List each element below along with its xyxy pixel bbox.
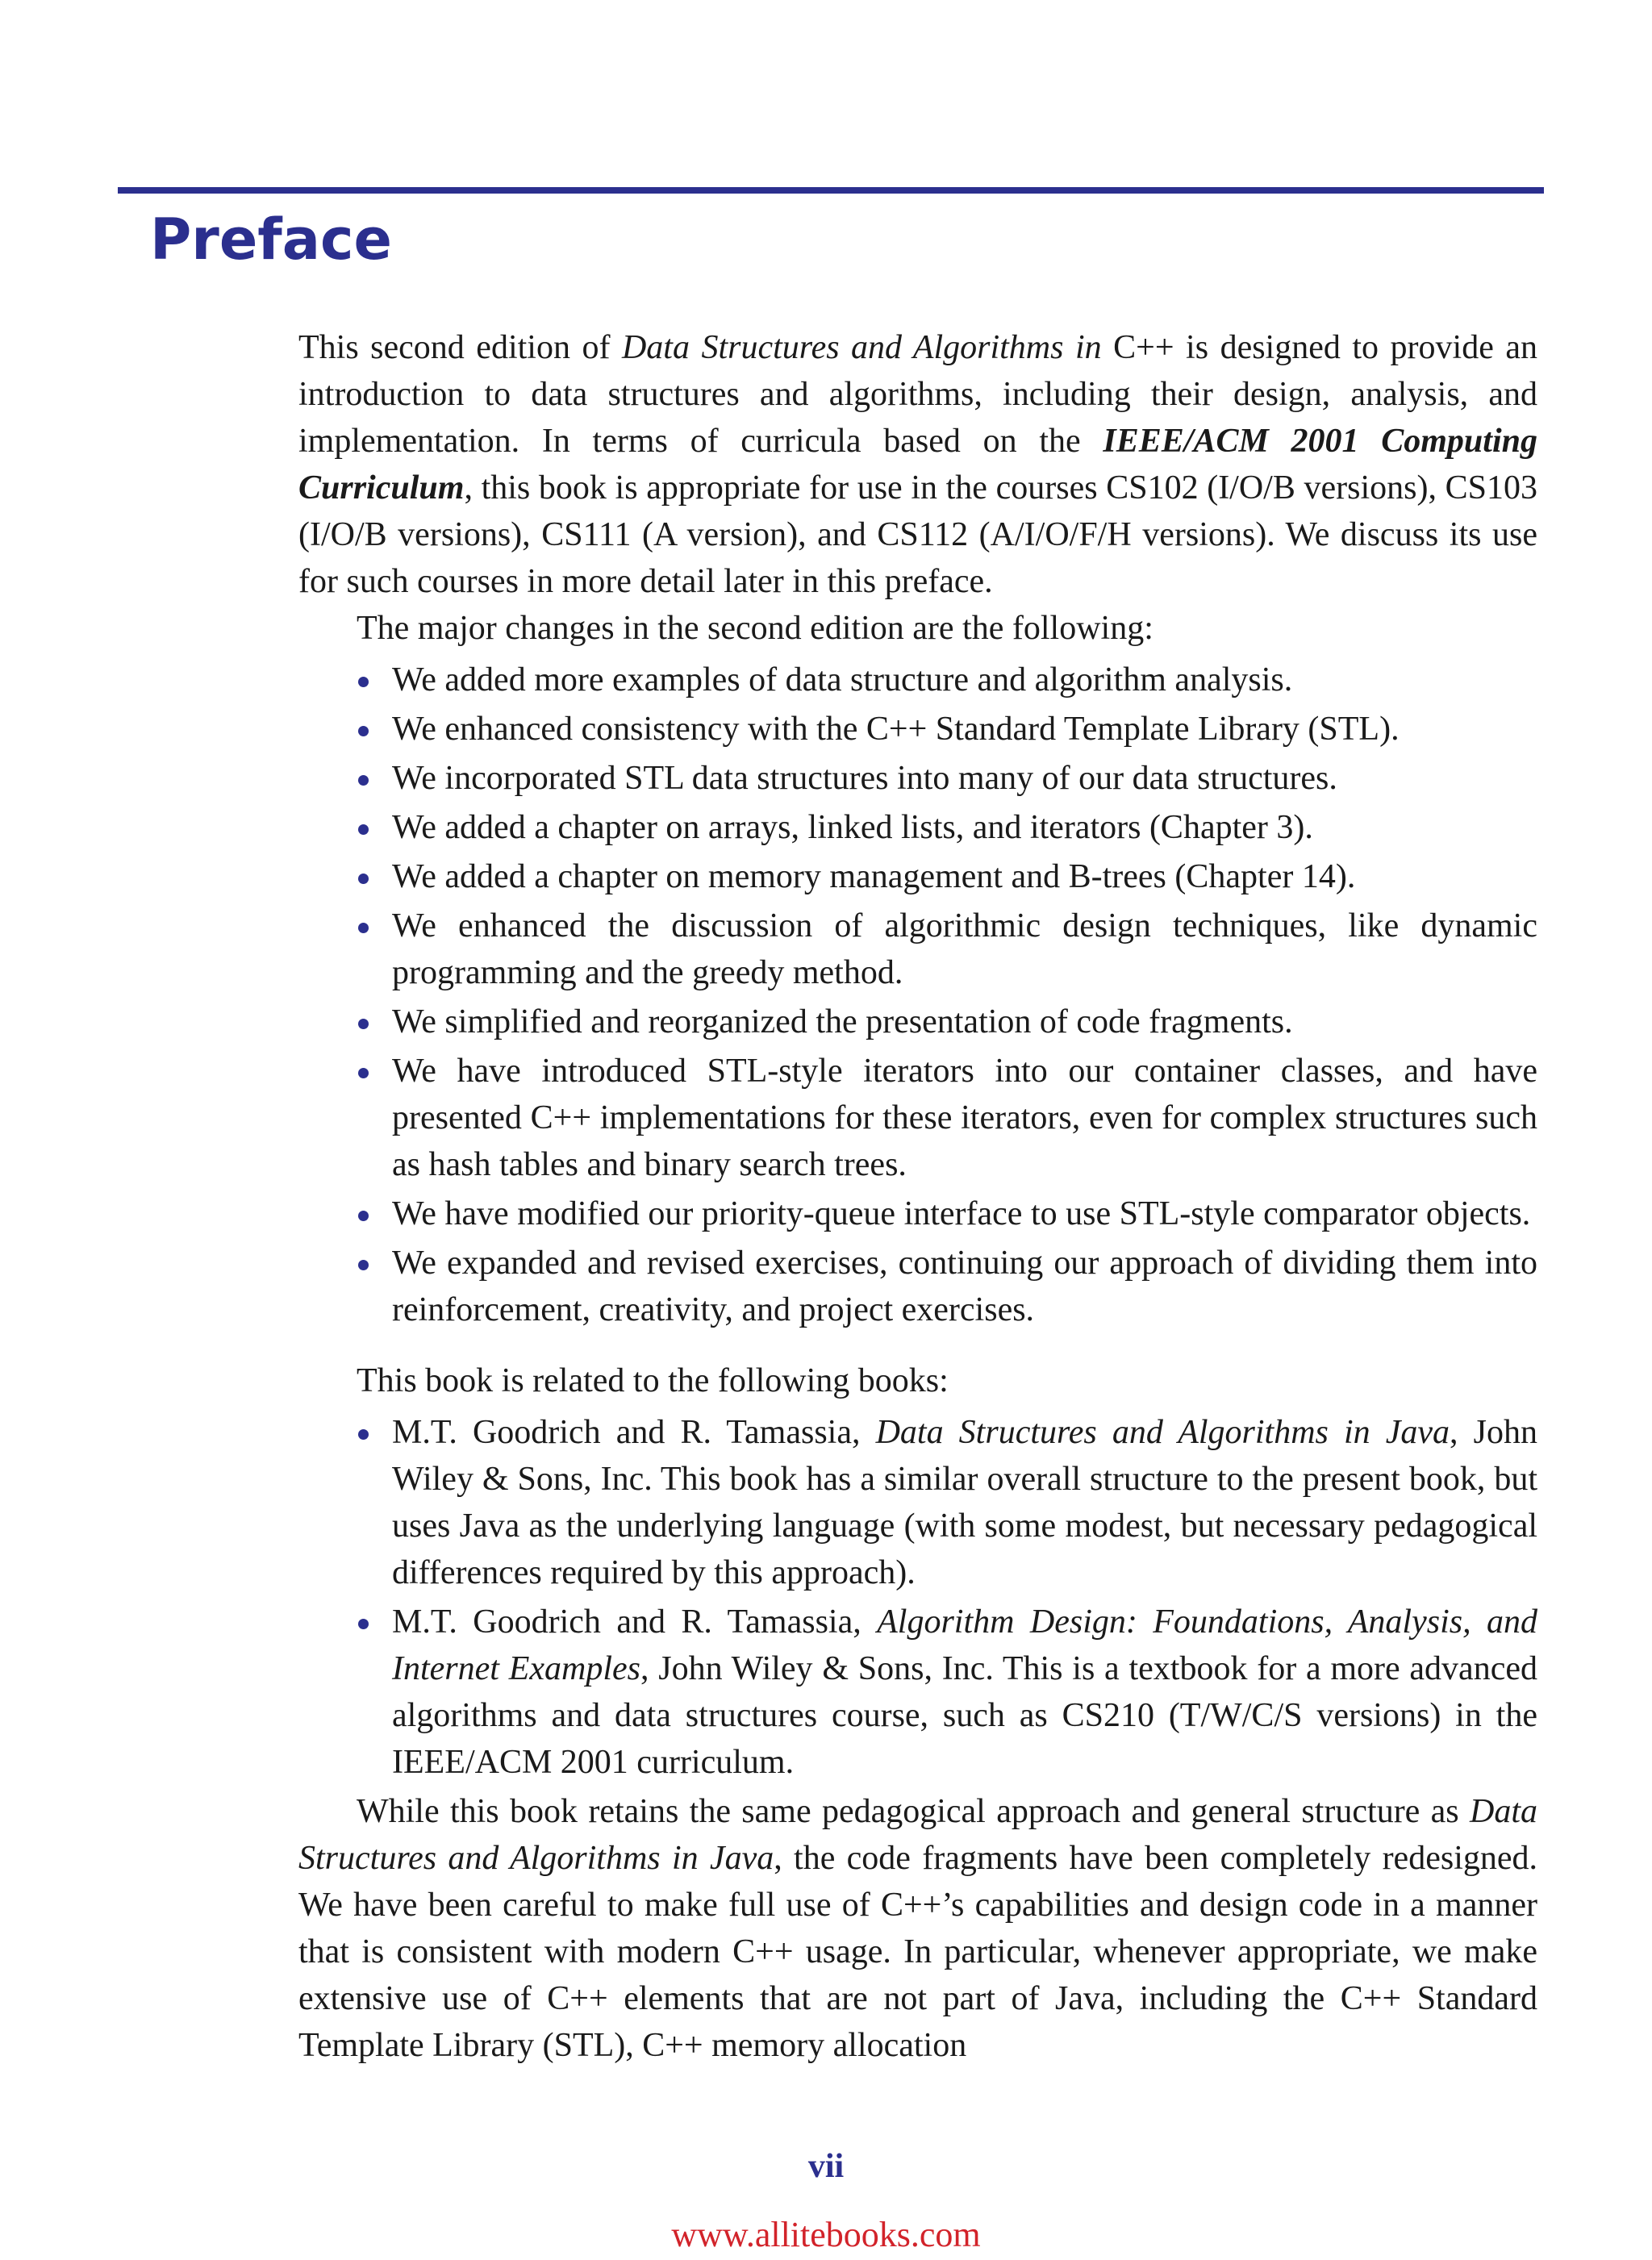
closing-book-title: Data Structures and Algorithms in Java <box>298 1793 1537 1877</box>
list-item-text: We enhanced the discussion of algorithmic design techniques, like dynamic programming and the greedy method. <box>392 907 1537 991</box>
bullet-icon <box>358 1429 369 1440</box>
list-item <box>298 706 1537 753</box>
related-text-1: M.T. Goodrich and R. Tamassia, <box>392 1414 876 1451</box>
list-item-text: We incorporated STL data structures into many of our data structures. <box>392 760 1337 797</box>
bullet-icon <box>358 1068 369 1078</box>
list-item-text: We added more examples of data structure and algorithm analysis. <box>392 661 1293 698</box>
list-item-text: We added a chapter on memory management and B-trees (Chapter 14). <box>392 858 1356 895</box>
bullet-icon <box>358 726 369 736</box>
bullet-icon <box>358 1211 369 1221</box>
intro-paragraph <box>298 324 1537 605</box>
page-title: Preface <box>150 206 392 273</box>
intro-text-2: C++ is designed to provide an introduction to data structures and algorithms, including their design, analysis, and implementation. In terms of curricula based on the <box>298 329 1537 460</box>
intro-text-3: , this book is appropriate for use in the courses CS102 (I/O/B versions), CS103 (I/O/B versions), CS111 (A version), and CS112 (A/I/O/F/H versions). We discuss its use for such courses in more detail later in this preface. <box>298 469 1537 600</box>
related-text-2: , John Wiley & Sons, Inc. This book has a similar overall structure to the present book, but uses Java as the underlying language (with some modest, but necessary pedagogical differences required by this approach). <box>392 1414 1537 1591</box>
bullet-icon <box>358 874 369 884</box>
list-item <box>298 1190 1537 1237</box>
list-item <box>298 853 1537 900</box>
related-text-1: M.T. Goodrich and R. Tamassia, <box>392 1603 878 1641</box>
intro-text-1: This second edition of <box>298 329 622 366</box>
list-item <box>298 804 1537 851</box>
related-text-2: , John Wiley & Sons, Inc. This is a textbook for a more advanced algorithms and data structures course, such as CS210 (T/W/C/S versions) in the IEEE/ACM 2001 curriculum. <box>392 1650 1537 1781</box>
list-item-text: We have modified our priority-queue interface to use STL-style comparator objects. <box>392 1195 1531 1232</box>
bullet-icon <box>358 923 369 933</box>
changes-intro: The major changes in the second edition are the following: <box>357 610 1153 647</box>
list-item-text: We have introduced STL-style iterators into our container classes, and have presented C++ implementations for these iterators, even for complex structures such as hash tables and binary search trees. <box>392 1053 1537 1183</box>
related-book-title: Data Structures and Algorithms in Java <box>875 1414 1450 1451</box>
list-item-text: We enhanced consistency with the C++ Standard Template Library (STL). <box>392 711 1400 748</box>
intro-book-title: Data Structures and Algorithms in <box>621 329 1102 366</box>
related-intro: This book is related to the following books: <box>357 1362 949 1399</box>
list-item <box>298 1409 1537 1596</box>
closing-text-1: While this book retains the same pedagogical approach and general structure as <box>357 1793 1470 1830</box>
curriculum-title: IEEE/ACM 2001 Computing Curriculum <box>298 423 1537 507</box>
closing-paragraph <box>298 1788 1537 2069</box>
list-item <box>298 755 1537 802</box>
list-item <box>298 903 1537 996</box>
bullet-icon <box>358 1019 369 1029</box>
bullet-icon <box>358 775 369 786</box>
list-item-text: We expanded and revised exercises, continuing our approach of dividing them into reinforcement, creativity, and project exercises. <box>392 1245 1537 1328</box>
changes-list <box>298 657 1537 1333</box>
list-item-text: We simplified and reorganized the presentation of code fragments. <box>392 1003 1293 1040</box>
related-books-list <box>298 1409 1537 1786</box>
related-book-title: Algorithm Design: Foundations, Analysis, and Internet Examples <box>392 1603 1537 1687</box>
bullet-icon <box>358 1260 369 1270</box>
website-link[interactable]: www.allitebooks.com <box>671 2215 981 2254</box>
list-item <box>298 1240 1537 1333</box>
page-number: vii <box>807 2148 845 2185</box>
bullet-icon <box>358 677 369 687</box>
list-item <box>298 657 1537 703</box>
main-text <box>298 324 1537 2069</box>
header-rule <box>118 187 1544 194</box>
list-item <box>298 1048 1537 1188</box>
closing-text-2: , the code fragments have been completely redesigned. We have been careful to make full use of C++’s capabilities and design code in a manner that is consistent with modern C++ usage. In particular, whenever appropriate, we make extensive use of C++ elements that are not part of Java, including the C++ Standard Template Library (STL), C++ memory allocation <box>298 1840 1538 2064</box>
bullet-icon <box>358 1619 369 1629</box>
list-item-text: We added a chapter on arrays, linked lists, and iterators (Chapter 3). <box>392 809 1313 846</box>
list-item <box>298 1599 1537 1786</box>
bullet-icon <box>358 824 369 835</box>
list-item <box>298 999 1537 1045</box>
